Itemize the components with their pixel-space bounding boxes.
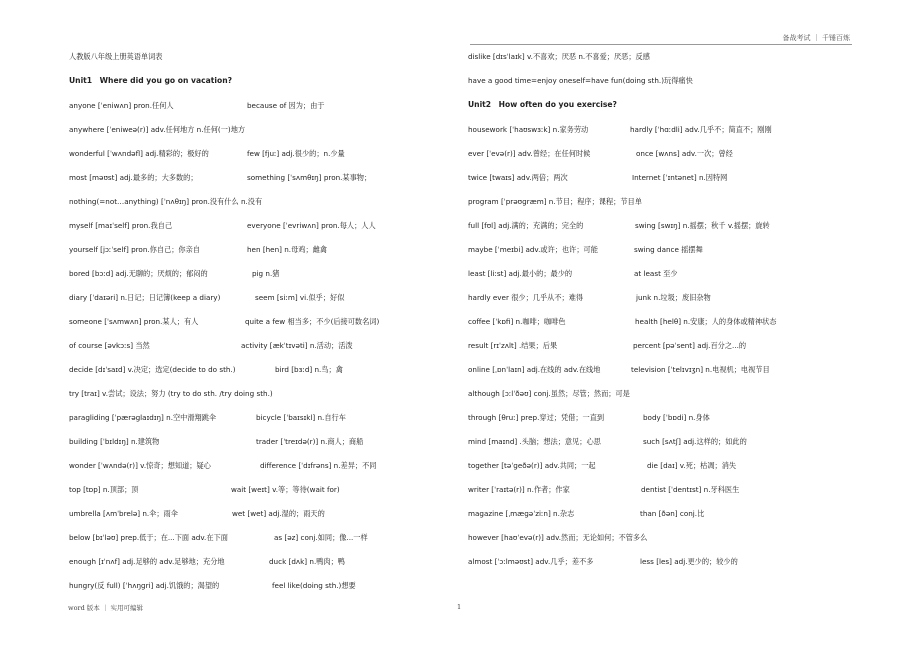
word-entry: percent [pəˈsent] adj.百分之...的 bbox=[633, 341, 747, 350]
word-row bbox=[468, 125, 772, 134]
word-row bbox=[468, 221, 770, 230]
word-row bbox=[69, 149, 345, 158]
word-row bbox=[69, 509, 325, 518]
word-entry: however [haʊˈevə(r)] adv.然而；无论如何；不管多么 bbox=[468, 533, 648, 542]
word-row bbox=[69, 269, 280, 278]
word-entry: below [bɪˈləʊ] prep.低于；在...下面 adv.在下面 bbox=[69, 533, 228, 542]
word-row bbox=[69, 581, 356, 590]
word-entry: less [les] adj.更少的；较少的 bbox=[640, 557, 738, 566]
word-row bbox=[69, 341, 353, 350]
word-entry: wonderful [ˈwʌndəfl] adj.精彩的；极好的 bbox=[69, 149, 209, 158]
word-entry: health [helθ] n.安康；人的身体或精神状态 bbox=[635, 317, 777, 326]
word-entry: difference [ˈdɪfrəns] n.差异；不同 bbox=[260, 461, 377, 470]
word-entry: bicycle [ˈbaɪsɪkl] n.自行车 bbox=[256, 413, 346, 422]
word-entry: writer [ˈraɪtə(r)] n.作者；作家 bbox=[468, 485, 570, 494]
word-entry: seem [siːm] vi.似乎；好似 bbox=[255, 293, 345, 302]
word-row bbox=[468, 509, 705, 518]
word-row bbox=[468, 461, 737, 470]
word-row bbox=[468, 437, 747, 446]
word-entry: twice [twaɪs] adv.两倍；两次 bbox=[468, 173, 568, 182]
word-entry: together [təˈɡeðə(r)] adv.共同；一起 bbox=[468, 461, 596, 470]
word-entry: through [θruː] prep.穿过；凭借；一直到 bbox=[468, 413, 605, 422]
word-entry: myself [maɪˈself] pron.我自己 bbox=[69, 221, 173, 230]
word-entry: nothing(=not…anything) [ˈnʌθɪŋ] pron.没有什么 n.没有 bbox=[69, 197, 263, 206]
header-rule bbox=[470, 44, 852, 45]
doc-title: 人教版八年级上册英语单词表 bbox=[69, 52, 163, 61]
word-entry: result [rɪˈzʌlt] .结果；后果 bbox=[468, 341, 558, 350]
word-entry: hardly [ˈhɑːdli] adv.几乎不；简直不；刚刚 bbox=[630, 125, 772, 134]
word-entry: least [liːst] adj.最小的；最少的 bbox=[468, 269, 573, 278]
word-row bbox=[69, 485, 340, 494]
word-entry: quite a few 相当多；不少(后接可数名词) bbox=[245, 317, 380, 326]
word-entry: die [daɪ] v.死；枯凋；消失 bbox=[647, 461, 737, 470]
word-entry: wait [weɪt] v.等；等待(wait for) bbox=[231, 485, 340, 494]
header-right-text: 备战考试 ｜ 千锤百炼 bbox=[782, 34, 850, 42]
word-row bbox=[69, 101, 325, 110]
word-entry: online [ˌɒnˈlaɪn] adj.在线的 adv.在线地 bbox=[468, 365, 601, 374]
word-entry: swing [swɪŋ] n.摇摆；秋千 v.摇摆；旋转 bbox=[635, 221, 770, 230]
word-entry: of course [əvkɔːs] 当然 bbox=[69, 341, 150, 350]
word-entry: top [tɒp] n.顶部；顶 bbox=[69, 485, 139, 494]
word-entry: most [məʊst] adj.最多的；大多数的； bbox=[69, 173, 198, 182]
footer-left-text: word 版本 ｜ 实用可编辑 bbox=[68, 604, 143, 612]
word-entry: because of 因为；由于 bbox=[247, 101, 325, 110]
word-row bbox=[468, 341, 747, 350]
word-row bbox=[69, 437, 364, 446]
word-entry: mind [maɪnd] .头脑；想法；意见；心思 bbox=[468, 437, 601, 446]
word-entry: wonder [ˈwʌndə(r)] v.惊奇；想知道；疑心 bbox=[69, 461, 211, 470]
word-entry: at least 至少 bbox=[634, 269, 678, 278]
word-entry: duck [dʌk] n.鸭肉；鸭 bbox=[269, 557, 345, 566]
word-row bbox=[69, 245, 328, 254]
word-entry: once [wʌns] adv.一次；曾经 bbox=[636, 149, 733, 158]
word-entry: coffee [ˈkɒfi] n.咖啡；咖啡色 bbox=[468, 317, 566, 326]
word-row bbox=[69, 221, 376, 230]
word-entry: program [ˈprəʊɡræm] n.节目；程序；课程；节目单 bbox=[468, 197, 642, 206]
word-row bbox=[468, 52, 650, 61]
word-entry: magazine [ˌmæɡəˈziːn] n.杂志 bbox=[468, 509, 575, 518]
word-row bbox=[468, 365, 770, 374]
unit1-heading: Unit1 Where did you go on vacation? bbox=[69, 76, 233, 85]
word-row bbox=[468, 269, 678, 278]
word-entry: few [fjuː] adj.很少的；n.少量 bbox=[247, 149, 345, 158]
word-entry: hardly ever 很少；几乎从不；难得 bbox=[468, 293, 584, 302]
word-entry: diary [ˈdaɪəri] n.日记；日记簿(keep a diary) bbox=[69, 293, 221, 302]
word-row bbox=[69, 365, 343, 374]
word-entry: pig n.猪 bbox=[252, 269, 280, 278]
word-entry: bird [bɜːd] n.鸟；禽 bbox=[275, 365, 343, 374]
word-row bbox=[69, 413, 346, 422]
word-row bbox=[468, 76, 693, 85]
word-row bbox=[69, 461, 377, 470]
word-entry: umbrella [ʌmˈbrelə] n.伞；雨伞 bbox=[69, 509, 178, 518]
word-entry: housework [ˈhaʊswɜːk] n.家务劳动 bbox=[468, 125, 589, 134]
word-entry: almost [ˈɔːlməʊst] adv.几乎；差不多 bbox=[468, 557, 594, 566]
word-row bbox=[468, 413, 710, 422]
word-entry: have a good time=enjoy oneself=have fun(doing sth.)玩得痛快 bbox=[468, 76, 693, 85]
word-row bbox=[69, 125, 245, 134]
word-entry: bored [bɔːd] adj.无聊的；厌烦的；郁闷的 bbox=[69, 269, 208, 278]
word-entry: feel like(doing sth.)想要 bbox=[272, 581, 356, 590]
page-number: 1 bbox=[457, 603, 462, 611]
word-entry: anyone [ˈeniwʌn] pron.任何人 bbox=[69, 101, 174, 110]
word-entry: building [ˈbɪldɪŋ] n.建筑物 bbox=[69, 437, 160, 446]
word-row bbox=[468, 533, 647, 542]
word-row bbox=[468, 149, 733, 158]
word-entry: paragliding [ˈpærəɡlaɪdɪŋ] n.空中滑翔跳伞 bbox=[69, 413, 217, 422]
word-entry: swing dance 摇摆舞 bbox=[634, 245, 703, 254]
word-entry: enough [ɪˈnʌf] adj.足够的 adv.足够地；充分地 bbox=[69, 557, 225, 566]
word-entry: dentist [ˈdentɪst] n.牙科医生 bbox=[641, 485, 740, 494]
word-entry: wet [wet] adj.湿的；雨天的 bbox=[232, 509, 325, 518]
word-row bbox=[468, 317, 777, 326]
word-row bbox=[468, 293, 711, 302]
word-entry: someone [ˈsʌmwʌn] pron.某人；有人 bbox=[69, 317, 199, 326]
word-entry: as [əz] conj.如同；像...一样 bbox=[274, 533, 368, 542]
word-entry: activity [ækˈtɪvəti] n.活动；活泼 bbox=[241, 341, 353, 350]
word-entry: trader [ˈtreɪdə(r)] n.商人；商船 bbox=[256, 437, 364, 446]
word-entry: maybe [ˈmeɪbi] adv.或许；也许；可能 bbox=[468, 245, 598, 254]
word-row bbox=[468, 245, 703, 254]
word-row bbox=[69, 533, 368, 542]
word-entry: body [ˈbɒdi] n.身体 bbox=[643, 413, 710, 422]
word-entry: such [sʌtʃ] adj.这样的；如此的 bbox=[643, 437, 747, 446]
word-entry: full [fʊl] adj.满的；充满的；完全的 bbox=[468, 221, 584, 230]
word-entry: yourself [jɔːˈself] pron.你自己；你亲自 bbox=[69, 245, 200, 254]
word-entry: decide [dɪˈsaɪd] v.决定；选定(decide to do sth.) bbox=[69, 365, 236, 374]
word-entry: than [ðən] conj.比 bbox=[640, 509, 705, 518]
word-row bbox=[69, 293, 345, 302]
word-entry: try [traɪ] v.尝试；设法；努力 (try to do sth. /try doing sth.) bbox=[69, 389, 273, 398]
word-row bbox=[468, 557, 738, 566]
word-row bbox=[69, 317, 380, 326]
word-entry: hen [hen] n.母鸡；雌禽 bbox=[247, 245, 328, 254]
word-entry: everyone [ˈevriwʌn] pron.每人；人人 bbox=[247, 221, 376, 230]
word-row bbox=[69, 557, 345, 566]
word-entry: something [ˈsʌmθɪŋ] pron.某事物； bbox=[247, 173, 372, 182]
word-row bbox=[69, 197, 262, 206]
word-row bbox=[468, 485, 740, 494]
word-entry: Internet [ˈɪntənet] n.因特网 bbox=[632, 173, 728, 182]
word-entry: hungry(反 full) [ˈhʌŋɡri] adj.饥饿的；渴望的 bbox=[69, 581, 220, 590]
word-entry: dislike [dɪsˈlaɪk] v.不喜欢；厌恶 n.不喜爱；厌恶；反感 bbox=[468, 52, 650, 61]
word-entry: television [ˈtelɪvɪʒn] n.电视机；电视节目 bbox=[631, 365, 770, 374]
word-row bbox=[468, 197, 642, 206]
word-entry: although [ɔːlˈðəʊ] conj.虽然；尽管；然而；可是 bbox=[468, 389, 630, 398]
word-row bbox=[69, 389, 273, 398]
word-row bbox=[468, 389, 630, 398]
word-entry: junk n.垃圾；废旧杂物 bbox=[636, 293, 711, 302]
word-row bbox=[468, 173, 728, 182]
word-row bbox=[69, 173, 372, 182]
unit2-heading: Unit2 How often do you exercise? bbox=[468, 100, 617, 109]
word-entry: ever [ˈevə(r)] adv.曾经；在任何时候 bbox=[468, 149, 591, 158]
word-entry: anywhere [ˈeniweə(r)] adv.任何地方 n.任何(一)地方 bbox=[69, 125, 246, 134]
